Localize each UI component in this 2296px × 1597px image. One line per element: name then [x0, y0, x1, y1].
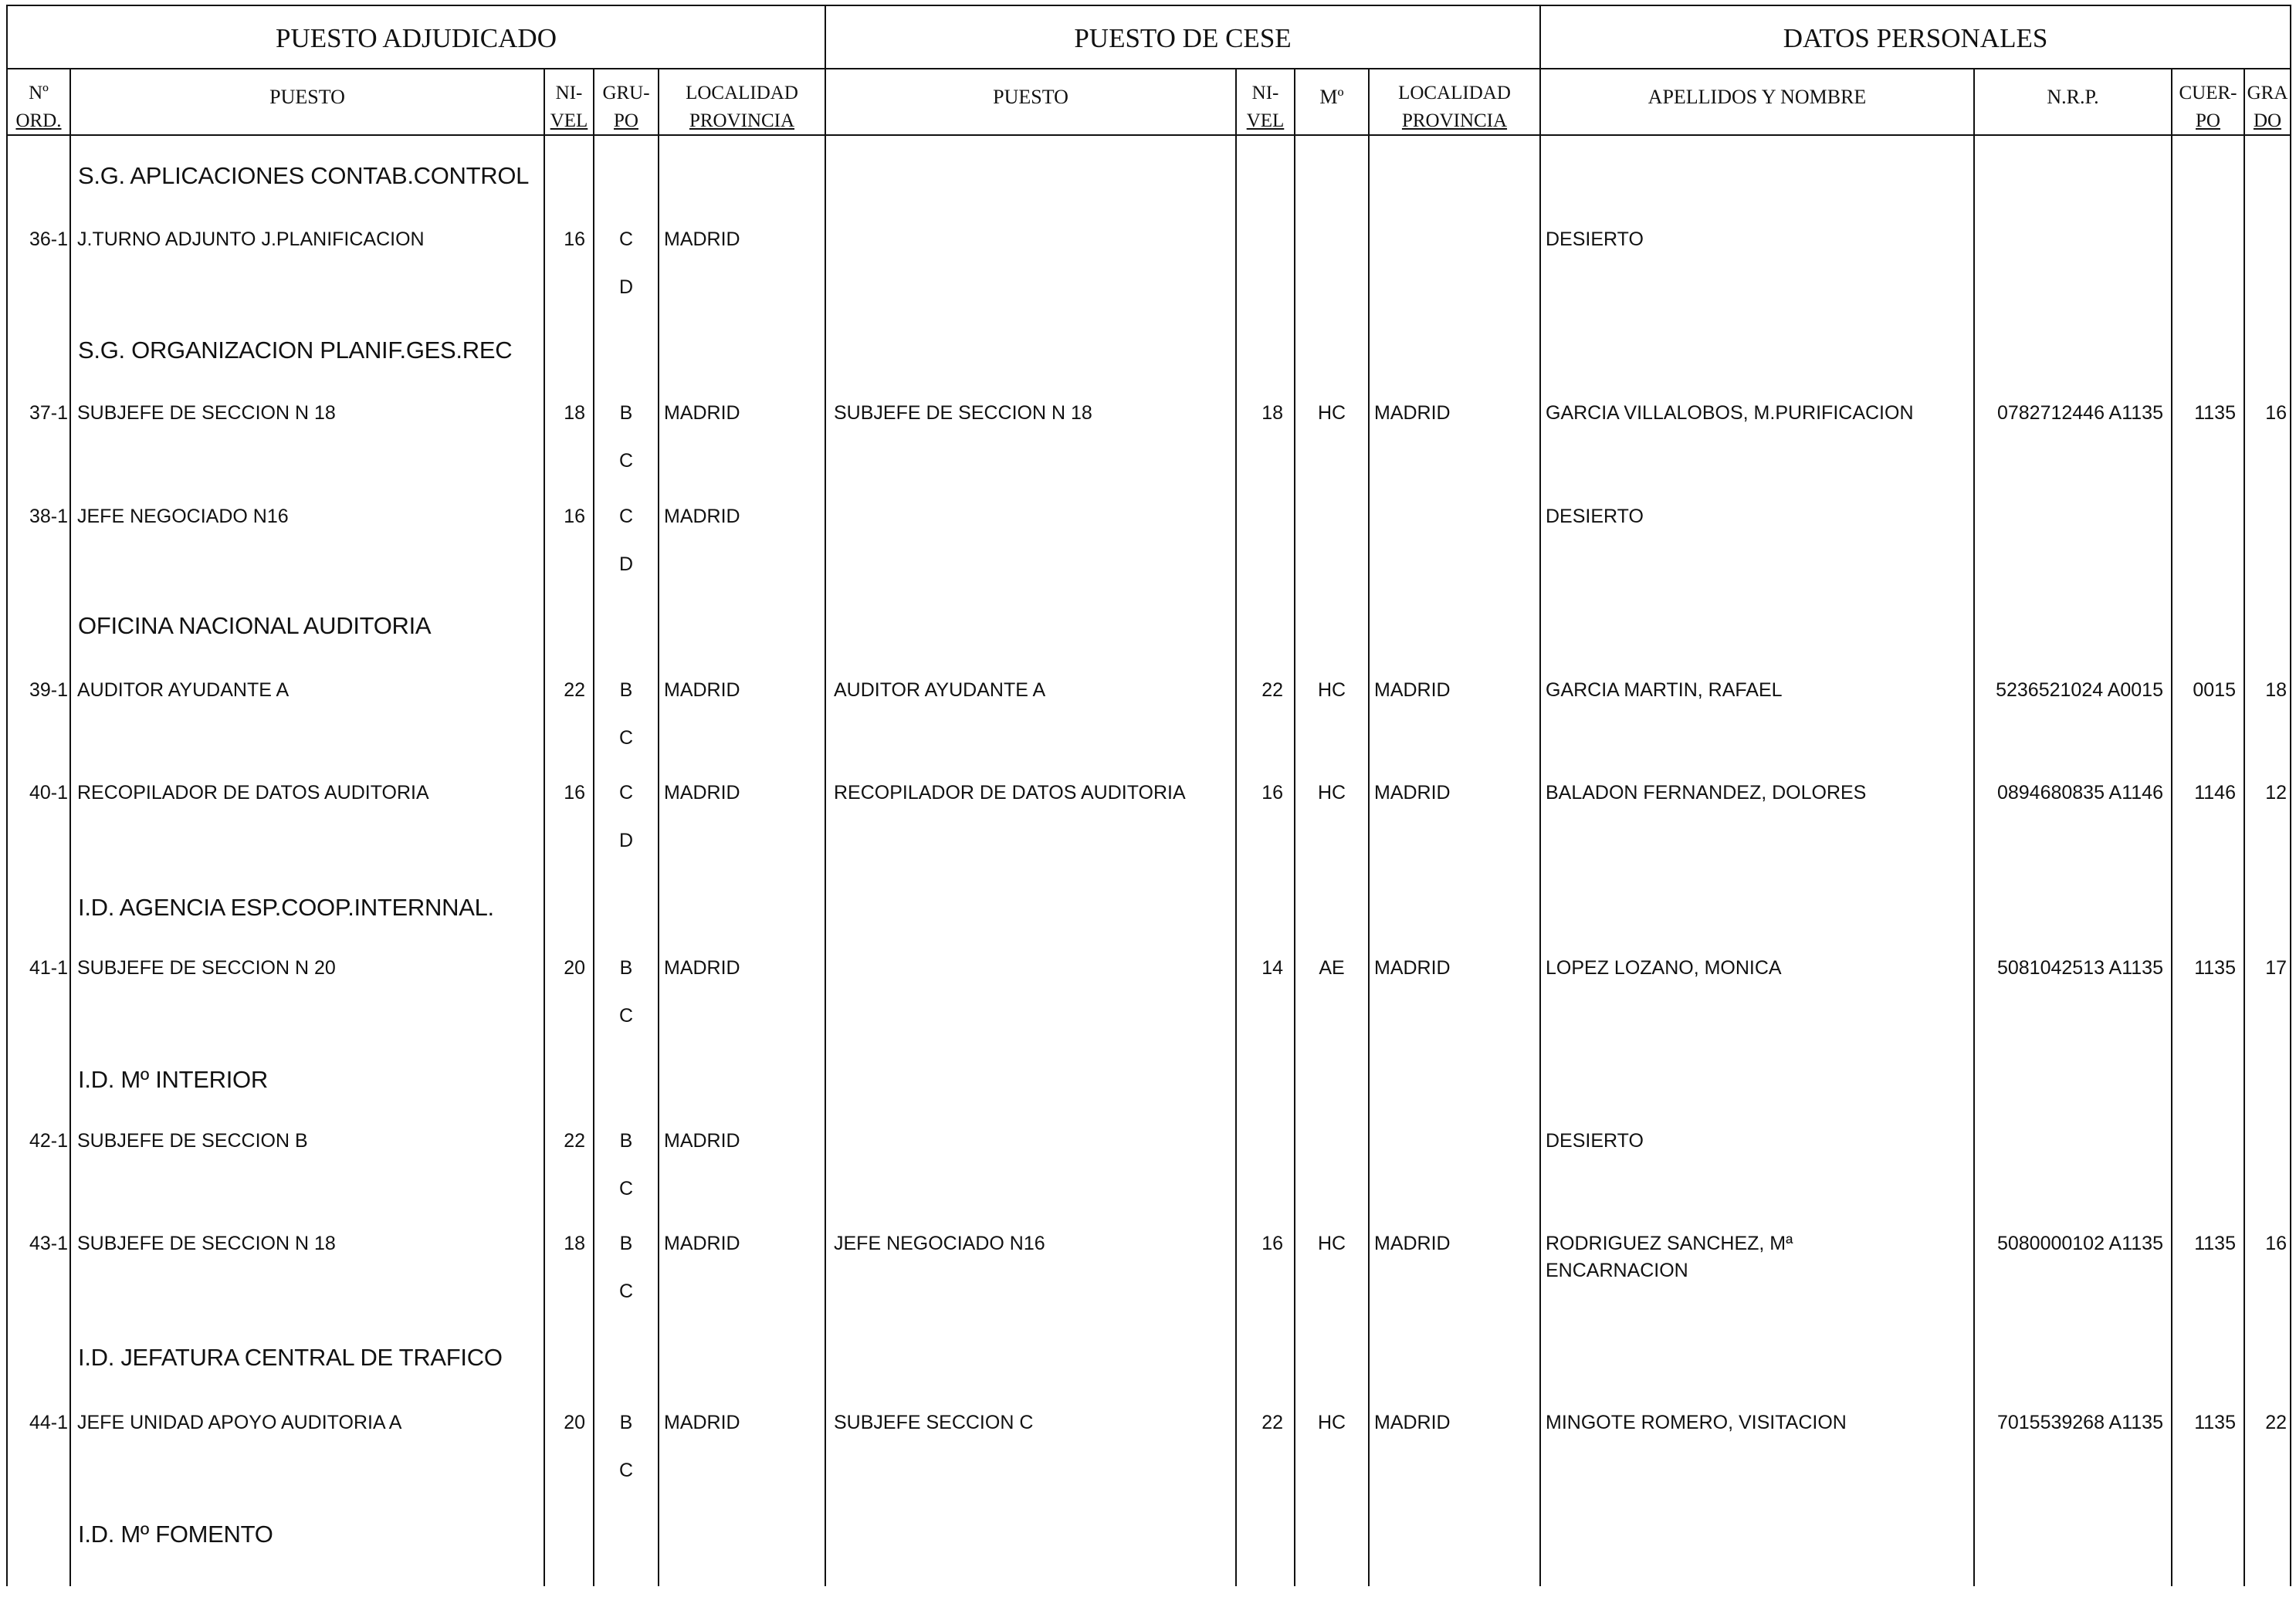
row-rule — [6, 68, 2291, 69]
row-grupo-alt: D — [618, 276, 634, 298]
row-puesto-cese: SUBJEFE DE SECCION N 18 — [834, 402, 1092, 424]
row-grupo-alt: C — [618, 1281, 634, 1302]
group-header-datos-personales: DATOS PERSONALES — [1783, 23, 2048, 53]
col-header-nivel-cese: NI- VEL — [1246, 83, 1285, 131]
column-rule — [1539, 5, 1541, 1586]
row-nrp: 0782712446 A1135 — [1996, 402, 2163, 424]
col-header-nrp: N.R.P. — [2047, 86, 2099, 108]
row-puesto-cese: JEFE NEGOCIADO N16 — [834, 1233, 1045, 1254]
row-nivel-cese: 22 — [1261, 679, 1283, 701]
section-heading: I.D. AGENCIA ESP.COOP.INTERNNAL. — [78, 894, 494, 921]
row-ord: 42-1 — [29, 1130, 68, 1152]
col-header-puesto-cese: PUESTO — [993, 86, 1068, 108]
row-grupo-alt: C — [618, 450, 634, 472]
row-grado: 16 — [2265, 402, 2287, 424]
row-nivel: 18 — [564, 402, 585, 424]
column-rule — [825, 5, 826, 1586]
row-localidad: MADRID — [664, 1130, 740, 1152]
row-nombre: GARCIA VILLALOBOS, M.PURIFICACION — [1546, 402, 1914, 424]
row-nrp: 5236521024 A0015 — [1996, 679, 2163, 701]
group-header-puesto-adjudicado: PUESTO ADJUDICADO — [276, 23, 557, 53]
row-nombre: RODRIGUEZ SANCHEZ, Mª — [1546, 1233, 1793, 1254]
column-rule — [658, 68, 659, 1586]
section-heading: OFICINA NACIONAL AUDITORIA — [78, 612, 432, 639]
row-nombre: DESIERTO — [1546, 228, 1644, 250]
row-grupo: B — [619, 1412, 633, 1433]
row-grupo: B — [619, 957, 633, 979]
row-cuerpo: 1146 — [2194, 782, 2236, 804]
row-nombre: DESIERTO — [1546, 506, 1644, 527]
row-grupo-alt: C — [618, 727, 634, 749]
row-ministerio: HC — [1317, 782, 1346, 804]
row-cuerpo: 1135 — [2194, 1233, 2236, 1254]
row-rule — [6, 134, 2291, 136]
row-puesto: RECOPILADOR DE DATOS AUDITORIA — [77, 782, 429, 804]
column-rule — [1235, 68, 1237, 1586]
col-header-nivel: NI- VEL — [550, 83, 588, 131]
row-localidad: MADRID — [664, 957, 740, 979]
group-header-puesto-cese: PUESTO DE CESE — [1074, 23, 1292, 53]
row-ministerio: HC — [1317, 679, 1346, 701]
row-grado: 16 — [2265, 1233, 2287, 1254]
row-grupo-alt: C — [618, 1178, 634, 1199]
row-grupo: B — [619, 679, 633, 701]
row-nrp: 7015539268 A1135 — [1996, 1412, 2163, 1433]
row-localidad: MADRID — [664, 679, 740, 701]
row-nivel-cese: 16 — [1261, 782, 1283, 804]
column-rule — [1368, 68, 1370, 1586]
row-puesto-cese: SUBJEFE SECCION C — [834, 1412, 1034, 1433]
row-localidad-cese: MADRID — [1374, 1233, 1451, 1254]
row-puesto: SUBJEFE DE SECCION N 20 — [77, 957, 336, 979]
row-localidad-cese: MADRID — [1374, 782, 1451, 804]
column-rule — [2244, 68, 2245, 1586]
column-rule — [2171, 68, 2172, 1586]
row-localidad-cese: MADRID — [1374, 957, 1451, 979]
row-grado: 17 — [2265, 957, 2287, 979]
row-nrp: 5080000102 A1135 — [1996, 1233, 2163, 1254]
row-puesto: SUBJEFE DE SECCION N 18 — [77, 402, 336, 424]
row-localidad: MADRID — [664, 228, 740, 250]
row-ord: 36-1 — [29, 228, 68, 250]
row-grado: 22 — [2265, 1412, 2287, 1433]
row-puesto-cese: RECOPILADOR DE DATOS AUDITORIA — [834, 782, 1186, 804]
row-ministerio: AE — [1319, 957, 1345, 979]
row-grupo-alt: D — [618, 830, 634, 851]
row-nombre: LOPEZ LOZANO, MONICA — [1546, 957, 1782, 979]
column-rule — [544, 68, 545, 1586]
row-nrp: 0894680835 A1146 — [1996, 782, 2163, 804]
row-localidad: MADRID — [664, 506, 740, 527]
row-cuerpo: 1135 — [2194, 957, 2236, 979]
row-cuerpo: 1135 — [2194, 1412, 2236, 1433]
row-cuerpo: 1135 — [2194, 402, 2236, 424]
row-cuerpo: 0015 — [2193, 679, 2236, 701]
row-grupo: C — [618, 506, 634, 527]
row-ministerio: HC — [1317, 1233, 1346, 1254]
section-heading: I.D. Mº FOMENTO — [78, 1521, 273, 1548]
col-header-puesto: PUESTO — [269, 86, 345, 108]
column-rule — [6, 5, 8, 1586]
row-puesto: JEFE UNIDAD APOYO AUDITORIA A — [77, 1412, 402, 1433]
col-header-grupo: GRU- PO — [602, 83, 650, 131]
row-puesto-cese: AUDITOR AYUDANTE A — [834, 679, 1046, 701]
row-rule — [6, 5, 2291, 6]
row-nivel: 22 — [564, 1130, 585, 1152]
row-grado: 12 — [2265, 782, 2287, 804]
row-nivel: 18 — [564, 1233, 585, 1254]
row-puesto: SUBJEFE DE SECCION N 18 — [77, 1233, 336, 1254]
row-localidad-cese: MADRID — [1374, 402, 1451, 424]
row-ord: 38-1 — [29, 506, 68, 527]
row-nivel: 16 — [564, 782, 585, 804]
row-nivel: 20 — [564, 957, 585, 979]
section-heading: I.D. JEFATURA CENTRAL DE TRAFICO — [78, 1344, 503, 1371]
row-nivel: 16 — [564, 228, 585, 250]
column-rule — [1294, 68, 1295, 1586]
row-nivel: 22 — [564, 679, 585, 701]
row-localidad-cese: MADRID — [1374, 679, 1451, 701]
section-heading: S.G. ORGANIZACION PLANIF.GES.REC — [78, 337, 513, 364]
col-header-localidad-cese: LOCALIDAD PROVINCIA — [1398, 83, 1511, 131]
row-nombre: BALADON FERNANDEZ, DOLORES — [1546, 782, 1867, 804]
row-nrp: 5081042513 A1135 — [1996, 957, 2163, 979]
col-header-grado: GRA DO — [2247, 83, 2288, 131]
row-ord: 40-1 — [29, 782, 68, 804]
col-header-apellidos: APELLIDOS Y NOMBRE — [1647, 86, 1867, 108]
col-header-ministerio: Mº — [1319, 86, 1344, 108]
row-localidad: MADRID — [664, 1233, 740, 1254]
row-nombre: MINGOTE ROMERO, VISITACION — [1546, 1412, 1847, 1433]
row-ministerio: HC — [1317, 1412, 1346, 1433]
row-nivel-cese: 16 — [1261, 1233, 1283, 1254]
row-nombre: DESIERTO — [1546, 1130, 1644, 1152]
row-grupo: C — [618, 782, 634, 804]
column-rule — [69, 68, 71, 1586]
row-localidad-cese: MADRID — [1374, 1412, 1451, 1433]
row-ord: 37-1 — [29, 402, 68, 424]
row-ord: 43-1 — [29, 1233, 68, 1254]
section-heading: S.G. APLICACIONES CONTAB.CONTROL — [78, 162, 530, 189]
row-grupo: B — [619, 1233, 633, 1254]
row-nivel-cese: 22 — [1261, 1412, 1283, 1433]
row-grupo: B — [619, 402, 633, 424]
col-header-cuerpo: CUER- PO — [2179, 83, 2237, 131]
row-nivel: 20 — [564, 1412, 585, 1433]
row-ord: 41-1 — [29, 957, 68, 979]
row-puesto: AUDITOR AYUDANTE A — [77, 679, 290, 701]
column-rule — [1973, 68, 1975, 1586]
row-nivel-cese: 14 — [1261, 957, 1283, 979]
row-puesto: J.TURNO ADJUNTO J.PLANIFICACION — [77, 228, 425, 250]
row-grupo: B — [619, 1130, 633, 1152]
row-ministerio: HC — [1317, 402, 1346, 424]
column-rule — [2290, 5, 2291, 1586]
row-ord: 39-1 — [29, 679, 68, 701]
row-nombre-cont: ENCARNACION — [1546, 1260, 1688, 1281]
row-grupo: C — [618, 228, 634, 250]
row-ord: 44-1 — [29, 1412, 68, 1433]
row-nivel-cese: 18 — [1261, 402, 1283, 424]
row-localidad: MADRID — [664, 402, 740, 424]
col-header-localidad: LOCALIDAD PROVINCIA — [686, 83, 798, 131]
section-heading: I.D. Mº INTERIOR — [78, 1066, 268, 1093]
row-puesto: SUBJEFE DE SECCION B — [77, 1130, 308, 1152]
col-header-n-ord: Nº ORD. — [15, 83, 62, 131]
row-localidad: MADRID — [664, 1412, 740, 1433]
row-localidad: MADRID — [664, 782, 740, 804]
row-grupo-alt: C — [618, 1005, 634, 1027]
row-grado: 18 — [2265, 679, 2287, 701]
row-grupo-alt: C — [618, 1460, 634, 1481]
row-grupo-alt: D — [618, 553, 634, 575]
row-nombre: GARCIA MARTIN, RAFAEL — [1546, 679, 1783, 701]
row-nivel: 16 — [564, 506, 585, 527]
row-puesto: JEFE NEGOCIADO N16 — [77, 506, 289, 527]
